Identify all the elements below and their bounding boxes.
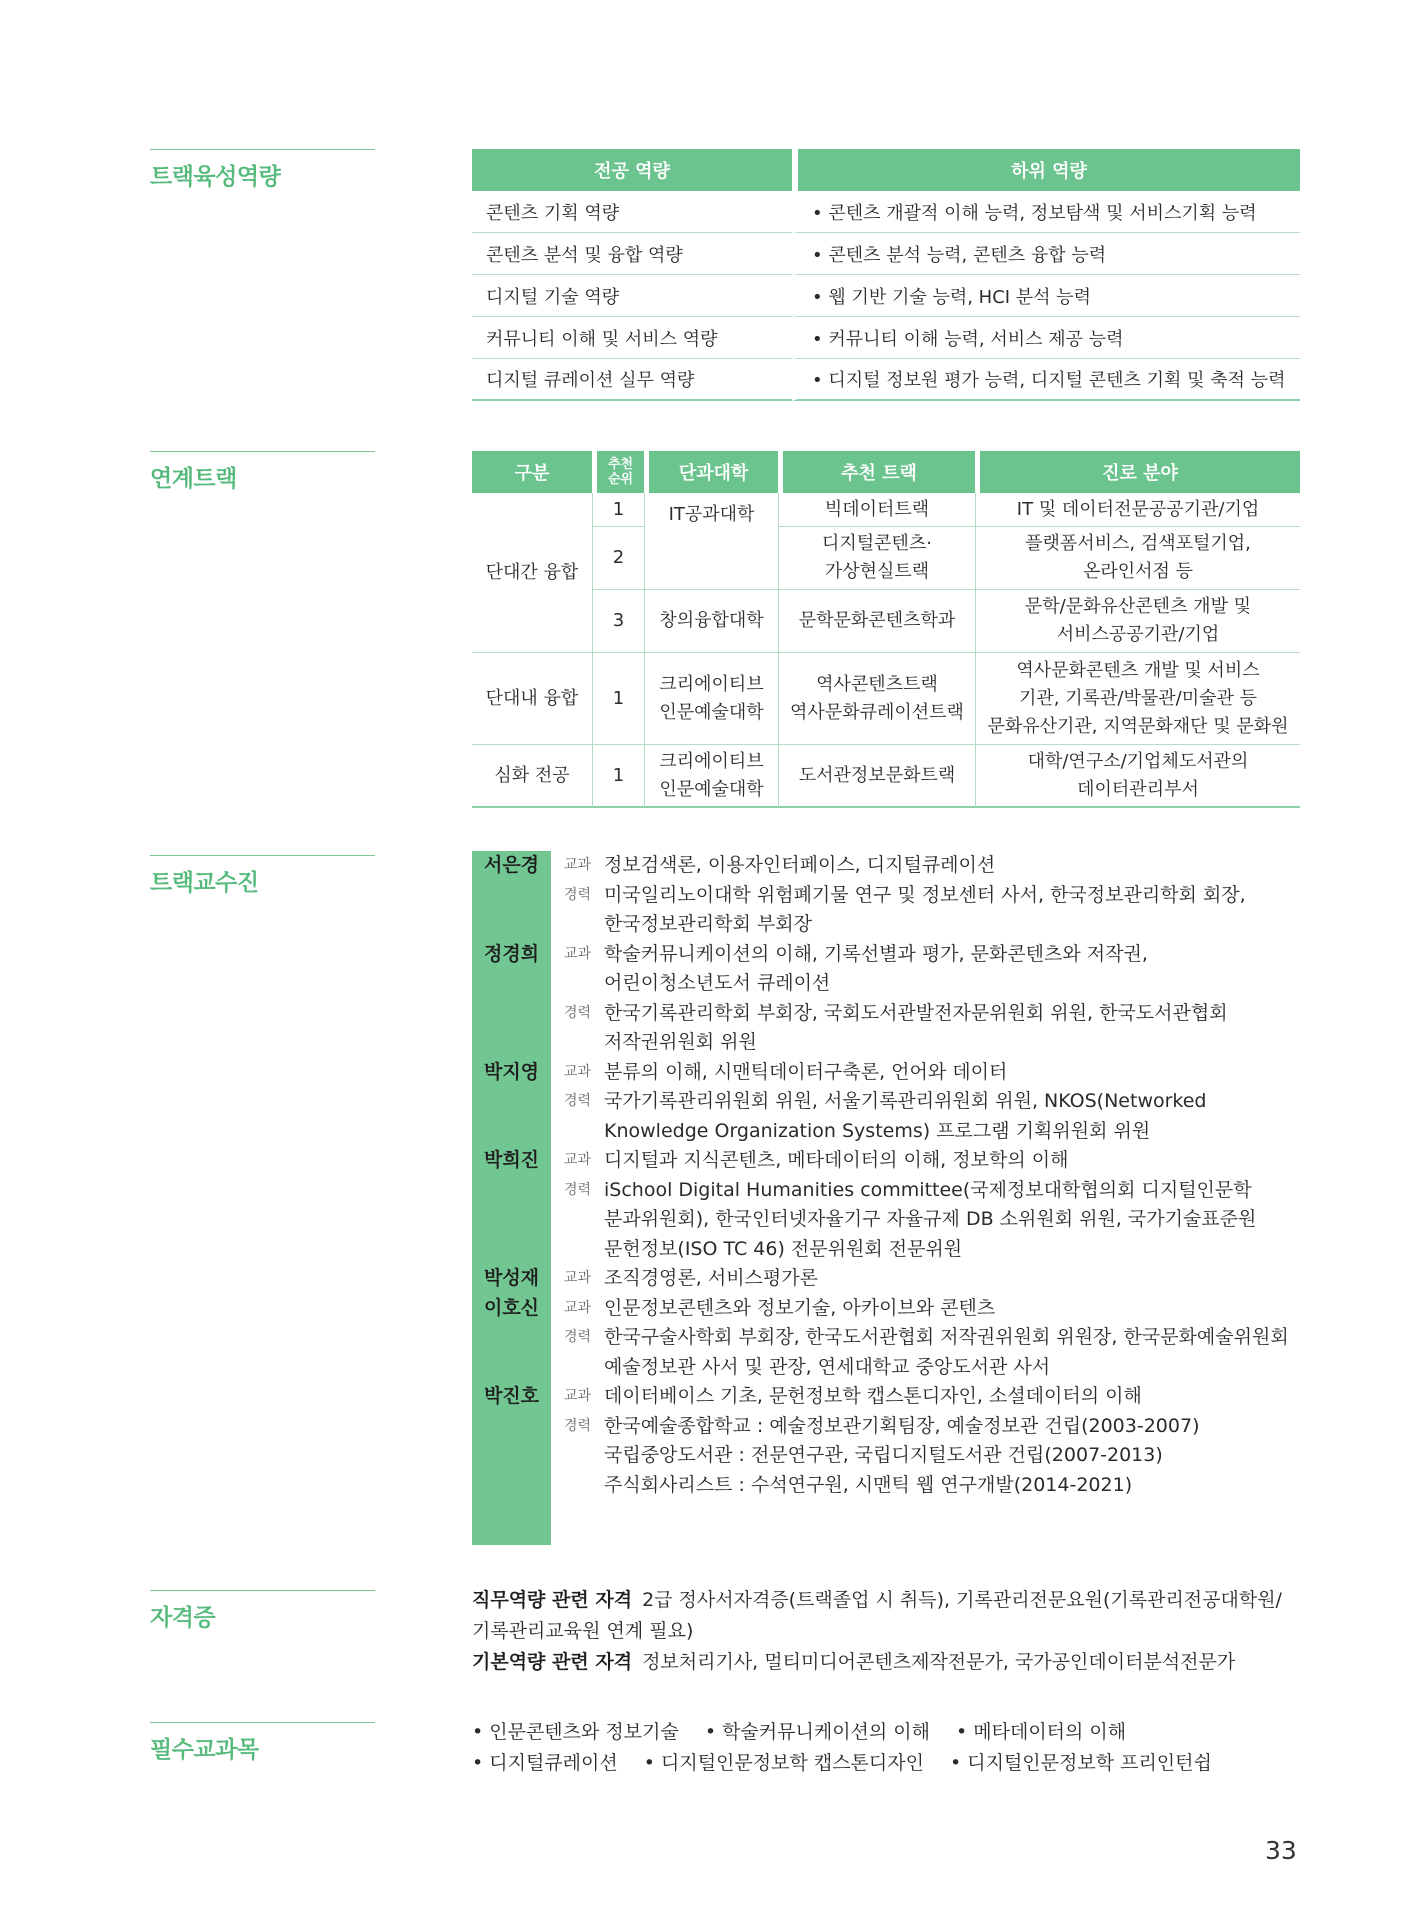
group-advanced-major: 심화 전공 — [472, 745, 592, 808]
track-cell: 도서관정보문화트랙 — [778, 745, 975, 808]
table-row — [472, 191, 1300, 233]
career-cell — [975, 653, 1300, 745]
track-line: 디지털콘텐츠· — [821, 533, 933, 554]
section-label-faculty: 트랙교수진 — [150, 855, 375, 897]
faculty-text: 학술커뮤니케이션의 이해, 기록선별과 평가, 문화콘텐츠와 저작권, — [604, 942, 1148, 965]
faculty-course-line — [472, 1058, 1312, 1088]
faculty-career-line — [472, 910, 1312, 940]
faculty-text: 정보검색론, 이용자인터페이스, 디지털큐레이션 — [604, 854, 996, 876]
faculty-career-line — [472, 1323, 1312, 1353]
faculty-career-line — [472, 1028, 1312, 1058]
faculty-course-line — [472, 1264, 1312, 1294]
faculty-course-line — [472, 969, 1312, 999]
career-line: 데이터관리부서 — [1077, 778, 1199, 800]
required-course: • 메타데이터의 이해 — [956, 1721, 1127, 1743]
course-tag: 교과 — [564, 1299, 592, 1316]
table-row — [472, 317, 1300, 359]
course-tag: 교과 — [564, 945, 592, 962]
faculty-name: 정경희 — [483, 942, 540, 965]
faculty-course-line — [472, 1146, 1312, 1176]
license-block — [472, 1585, 1312, 1678]
job-license-text: 2급 정사서자격증(트랙졸업 시 취득), 기록관리전문요원(기록관리전공대학원/ — [642, 1589, 1282, 1611]
career-tag: 경력 — [564, 1181, 592, 1198]
career-line: 대학/연구소/기업체도서관의 — [1027, 750, 1249, 772]
rank-cell: 3 — [592, 590, 644, 653]
rank-cell: 1 — [592, 745, 644, 808]
table-cell: • 콘텐츠 분석 능력, 콘텐츠 융합 능력 — [792, 233, 1300, 275]
career-line: 온라인서점 등 — [1082, 561, 1194, 582]
career-tag: 경력 — [564, 1004, 592, 1021]
table-cell: • 디지털 정보원 평가 능력, 디지털 콘텐츠 기획 및 축적 능력 — [792, 359, 1300, 401]
section-label-competency: 트랙육성역량 — [150, 149, 375, 191]
career-cell — [975, 745, 1300, 808]
faculty-course-line — [472, 851, 1312, 881]
faculty-career-line — [472, 1412, 1312, 1442]
faculty-course-line — [472, 1294, 1312, 1324]
required-course: • 인문콘텐츠와 정보기술 — [472, 1721, 679, 1743]
college-cell: 창의융합대학 — [644, 590, 778, 653]
faculty-member — [472, 1146, 1312, 1264]
faculty-career-line — [472, 1205, 1312, 1235]
faculty-text: 저작권위원회 위원 — [604, 1031, 757, 1053]
track-cell: 문학문화콘텐츠학과 — [778, 590, 975, 653]
group-inter-college: 단대간 융합 — [472, 493, 592, 653]
college-cell: IT공과대학 — [644, 493, 778, 590]
header-college: 단과대학 — [644, 451, 778, 493]
college-line: 크리에이티브 — [659, 750, 764, 772]
faculty-text: 인문정보콘텐츠와 정보기술, 아카이브와 콘텐츠 — [604, 1296, 996, 1319]
faculty-text: 데이터베이스 기초, 문헌정보학 캡스톤디자인, 소셜데이터의 이해 — [604, 1385, 1142, 1407]
college-line: 인문예술대학 — [659, 701, 764, 723]
faculty-member — [472, 1382, 1312, 1500]
faculty-name: 이호신 — [483, 1296, 540, 1319]
table-row — [472, 233, 1300, 275]
faculty-name: 박진호 — [483, 1385, 540, 1407]
rank-cell: 1 — [592, 653, 644, 745]
header-recommended-track: 추천 트랙 — [778, 451, 975, 493]
track-cell — [778, 527, 975, 590]
basic-license-text: 정보처리기사, 멀티미디어콘텐츠제작전문가, 국가공인데이터분석전문가 — [642, 1651, 1236, 1673]
faculty-text: 한국기록관리학회 부회장, 국회도서관발전자문위원회 위원, 한국도서관협회 — [604, 1001, 1228, 1024]
career-cell: IT 및 데이터전문공공기관/기업 — [975, 493, 1300, 527]
faculty-course-line — [472, 1382, 1312, 1412]
career-line: 역사문화콘텐츠 개발 및 서비스 — [1016, 659, 1260, 681]
college-cell — [644, 653, 778, 745]
faculty-member — [472, 940, 1312, 1058]
header-category: 구분 — [472, 451, 592, 493]
table-cell: 콘텐츠 기획 역량 — [472, 191, 792, 233]
career-tag: 경력 — [564, 1093, 592, 1109]
faculty-text: 주식회사리스트 : 수석연구원, 시맨틱 웹 연구개발(2014-2021) — [604, 1473, 1133, 1496]
required-course: • 디지털인문정보학 프리인턴쉽 — [949, 1752, 1212, 1774]
career-line: 플랫폼서비스, 검색포털기업, — [1025, 533, 1251, 554]
faculty-member — [472, 851, 1312, 940]
table-row — [472, 527, 1300, 590]
track-cell: 빅데이터트랙 — [778, 493, 975, 527]
track-line: 가상현실트랙 — [824, 561, 930, 582]
faculty-career-line — [472, 1353, 1312, 1383]
faculty-text: 국가기록관리위원회 위원, 서울기록관리위원회 위원, NKOS(Networked — [604, 1090, 1207, 1112]
required-course: • 디지털인문정보학 캡스톤디자인 — [643, 1752, 924, 1774]
faculty-list — [472, 851, 1312, 1500]
header-career-field: 진로 분야 — [975, 451, 1300, 493]
required-course: • 학술커뮤니케이션의 이해 — [704, 1721, 931, 1743]
faculty-text: 조직경영론, 서비스평가론 — [604, 1267, 818, 1289]
faculty-text: 한국정보관리학회 부회장 — [604, 913, 812, 935]
faculty-member — [472, 1294, 1312, 1383]
faculty-name: 박성재 — [483, 1267, 540, 1289]
competency-table — [472, 149, 1300, 401]
job-license-label: 직무역량 관련 자격 — [472, 1589, 633, 1611]
faculty-career-line — [472, 881, 1312, 911]
job-license-text-cont: 기록관리교육원 연계 필요) — [472, 1620, 694, 1642]
career-line: 문학/문화유산콘텐츠 개발 및 — [1024, 596, 1252, 617]
career-tag: 경력 — [564, 1329, 592, 1345]
career-line: 기관, 기록관/박물관/미술관 등 — [1019, 687, 1257, 709]
faculty-text: 예술정보관 사서 및 관장, 연세대학교 중앙도서관 사서 — [604, 1355, 1051, 1378]
required-row — [472, 1748, 1312, 1779]
career-line: 서비스공공기관/기업 — [1056, 624, 1220, 645]
track-line: 역사콘텐츠트랙 — [816, 673, 938, 695]
faculty-member — [472, 1264, 1312, 1294]
faculty-name: 서은경 — [483, 854, 540, 876]
faculty-text: Knowledge Organization Systems) 프로그램 기획위원회 위원 — [604, 1119, 1151, 1142]
faculty-name: 박희진 — [483, 1149, 540, 1171]
college-cell — [644, 745, 778, 808]
section-label-required: 필수교과목 — [150, 1722, 375, 1764]
college-line: 크리에이티브 — [659, 673, 764, 695]
faculty-text: 한국구술사학회 부회장, 한국도서관협회 저작권위원회 위원장, 한국문화예술위원회 — [604, 1326, 1289, 1348]
group-intra-college: 단대내 융합 — [472, 653, 592, 745]
rank-cell: 1 — [592, 493, 644, 527]
required-courses — [472, 1717, 1312, 1779]
required-row — [472, 1717, 1312, 1748]
header-sub-competency: 하위 역량 — [792, 149, 1300, 191]
faculty-name: 박지영 — [483, 1060, 540, 1083]
career-tag: 경력 — [564, 1417, 592, 1434]
faculty-text: 국립중앙도서관 : 전문연구관, 국립디지털도서관 건립(2007-2013) — [604, 1444, 1163, 1466]
career-line: 문화유산기관, 지역문화재단 및 문화원 — [987, 715, 1289, 737]
page-number: 33 — [1265, 1836, 1297, 1865]
rank-cell: 2 — [592, 527, 644, 590]
table-cell: • 콘텐츠 개괄적 이해 능력, 정보탐색 및 서비스기획 능력 — [792, 191, 1300, 233]
faculty-text: 미국일리노이대학 위험폐기물 연구 및 정보센터 사서, 한국정보관리학회 회장, — [604, 883, 1246, 906]
linked-track-table — [472, 451, 1300, 808]
table-row — [472, 359, 1300, 401]
faculty-course-line — [472, 940, 1312, 970]
table-cell: • 웹 기반 기술 능력, HCI 분석 능력 — [792, 275, 1300, 317]
basic-license-line — [472, 1647, 1312, 1678]
table-row — [472, 653, 1300, 745]
faculty-text: 한국예술종합학교 : 예술정보관기획팀장, 예술정보관 건립(2003-2007) — [604, 1414, 1200, 1437]
table-cell: 커뮤니티 이해 및 서비스 역량 — [472, 317, 792, 359]
faculty-text: 분류의 이해, 시맨틱데이터구축론, 언어와 데이터 — [604, 1060, 1008, 1083]
course-tag: 교과 — [564, 1388, 592, 1404]
job-license-line — [472, 1585, 1312, 1616]
table-row — [472, 745, 1300, 808]
career-cell — [975, 527, 1300, 590]
faculty-career-line — [472, 1176, 1312, 1206]
table-row — [472, 275, 1300, 317]
faculty-career-line — [472, 1441, 1312, 1471]
header-major-competency: 전공 역량 — [472, 149, 792, 191]
required-course: • 디지털큐레이션 — [472, 1752, 618, 1774]
course-tag: 교과 — [564, 857, 592, 873]
table-row — [472, 493, 1300, 527]
section-label-license: 자격증 — [150, 1590, 375, 1632]
career-cell — [975, 590, 1300, 653]
basic-license-label: 기본역량 관련 자격 — [472, 1651, 633, 1673]
faculty-career-line — [472, 1471, 1312, 1501]
course-tag: 교과 — [564, 1152, 592, 1168]
faculty-career-line — [472, 1087, 1312, 1117]
course-tag: 교과 — [564, 1270, 592, 1286]
faculty-text: 디지털과 지식콘텐츠, 메타데이터의 이해, 정보학의 이해 — [604, 1149, 1069, 1171]
table-cell: • 커뮤니티 이해 능력, 서비스 제공 능력 — [792, 317, 1300, 359]
track-cell — [778, 653, 975, 745]
section-label-linked-track: 연계트랙 — [150, 451, 375, 493]
faculty-text: 분과위원회), 한국인터넷자율기구 자율규제 DB 소위원회 위원, 국가기술표준원 — [604, 1208, 1257, 1230]
course-tag: 교과 — [564, 1063, 592, 1080]
table-cell: 디지털 기술 역량 — [472, 275, 792, 317]
faculty-text: 문헌정보(ISO TC 46) 전문위원회 전문위원 — [604, 1237, 963, 1260]
track-line: 역사문화큐레이션트랙 — [790, 701, 964, 723]
table-cell: 디지털 큐레이션 실무 역량 — [472, 359, 792, 401]
table-cell: 콘텐츠 분석 및 융합 역량 — [472, 233, 792, 275]
faculty-text: 어린이청소년도서 큐레이션 — [604, 972, 831, 994]
header-rank: 추천 순위 — [592, 451, 644, 493]
faculty-career-line — [472, 1235, 1312, 1265]
faculty-member — [472, 1058, 1312, 1147]
faculty-text: iSchool Digital Humanities committee(국제정보대학협의회 디지털인문학 — [604, 1178, 1252, 1201]
faculty-career-line — [472, 1117, 1312, 1147]
career-tag: 경력 — [564, 886, 592, 903]
table-row — [472, 590, 1300, 653]
college-line: 인문예술대학 — [659, 778, 764, 800]
faculty-career-line — [472, 999, 1312, 1029]
